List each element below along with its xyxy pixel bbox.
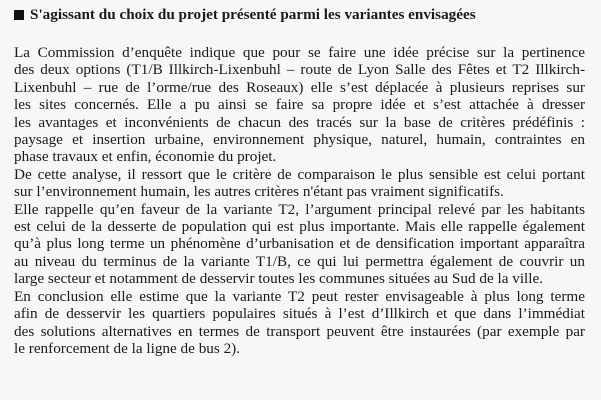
text-line: En conclusion elle estime que la variante T2 peut rester envisageable à plus long terme: [14, 287, 585, 305]
section-heading-text: S'agissant du choix du projet présenté parmi les variantes envisagées: [30, 6, 476, 23]
text-line: le renforcement de la ligne de bus 2).: [14, 339, 241, 357]
text-line: au niveau du terminus de la variante T1/B, ce qui lui permettra également de couvrir un: [14, 252, 585, 270]
square-bullet-icon: [14, 10, 24, 20]
paragraph-4: [14, 288, 585, 358]
paragraph-3: [14, 201, 585, 288]
text-line: sur l’environnement humain, les autres critères n'étant pas vraiment significatifs.: [14, 183, 504, 201]
text-line: afin de desservir les quartiers populaires situés à l’est d’Illkirch et que dans l’immédiat: [14, 305, 585, 323]
text-line: des deux options (T1/B Illkirch-Lixenbuhl – route de Lyon Salle des Fêtes et T2 Illkirch-: [14, 61, 585, 79]
text-line: qu’à plus long terme un phénomène d’urbanisation et de densification important apparaîtra: [14, 235, 585, 253]
text-line: large secteur et notamment de desservir toutes les communes situées au Sud de la ville.: [14, 270, 544, 288]
text-line: Elle rappelle qu’en faveur de la variante T2, l’argument principal relevé par les habitants: [14, 200, 585, 218]
text-line: De cette analyse, il ressort que le critère de comparaison le plus sensible est celui portant: [14, 165, 585, 183]
text-line: La Commission d’enquête indique que pour se faire une idée précise sur la pertinence: [14, 44, 585, 61]
text-line: Lixenbuhl – rue de l’orme/rue des Roseaux) elle s’est déplacée à plusieurs reprises sur: [14, 78, 585, 96]
paragraph-1: [14, 44, 585, 166]
text-line: paysage et insertion urbaine, environnement physique, naturel, humain, contraintes en: [14, 131, 585, 149]
text-line: les sites concernés. Elle a pu ainsi se faire sa propre idée et s’est attachée à dresser: [14, 96, 585, 114]
text-line: les avantages et inconvénients de chacun des tracés sur la base de critères prédéfinis :: [14, 113, 585, 131]
body-text: [14, 44, 587, 357]
paragraph-2: [14, 166, 585, 201]
section-heading: [14, 6, 587, 24]
text-line: phase travaux et enfin, économie du projet.: [14, 148, 277, 166]
text-line: est celui de la desserte de population qui est plus importante. Mais elle rappelle également: [14, 218, 585, 236]
text-line: des solutions alternatives en termes de transport peuvent être instaurées (par exemple par: [14, 322, 585, 340]
